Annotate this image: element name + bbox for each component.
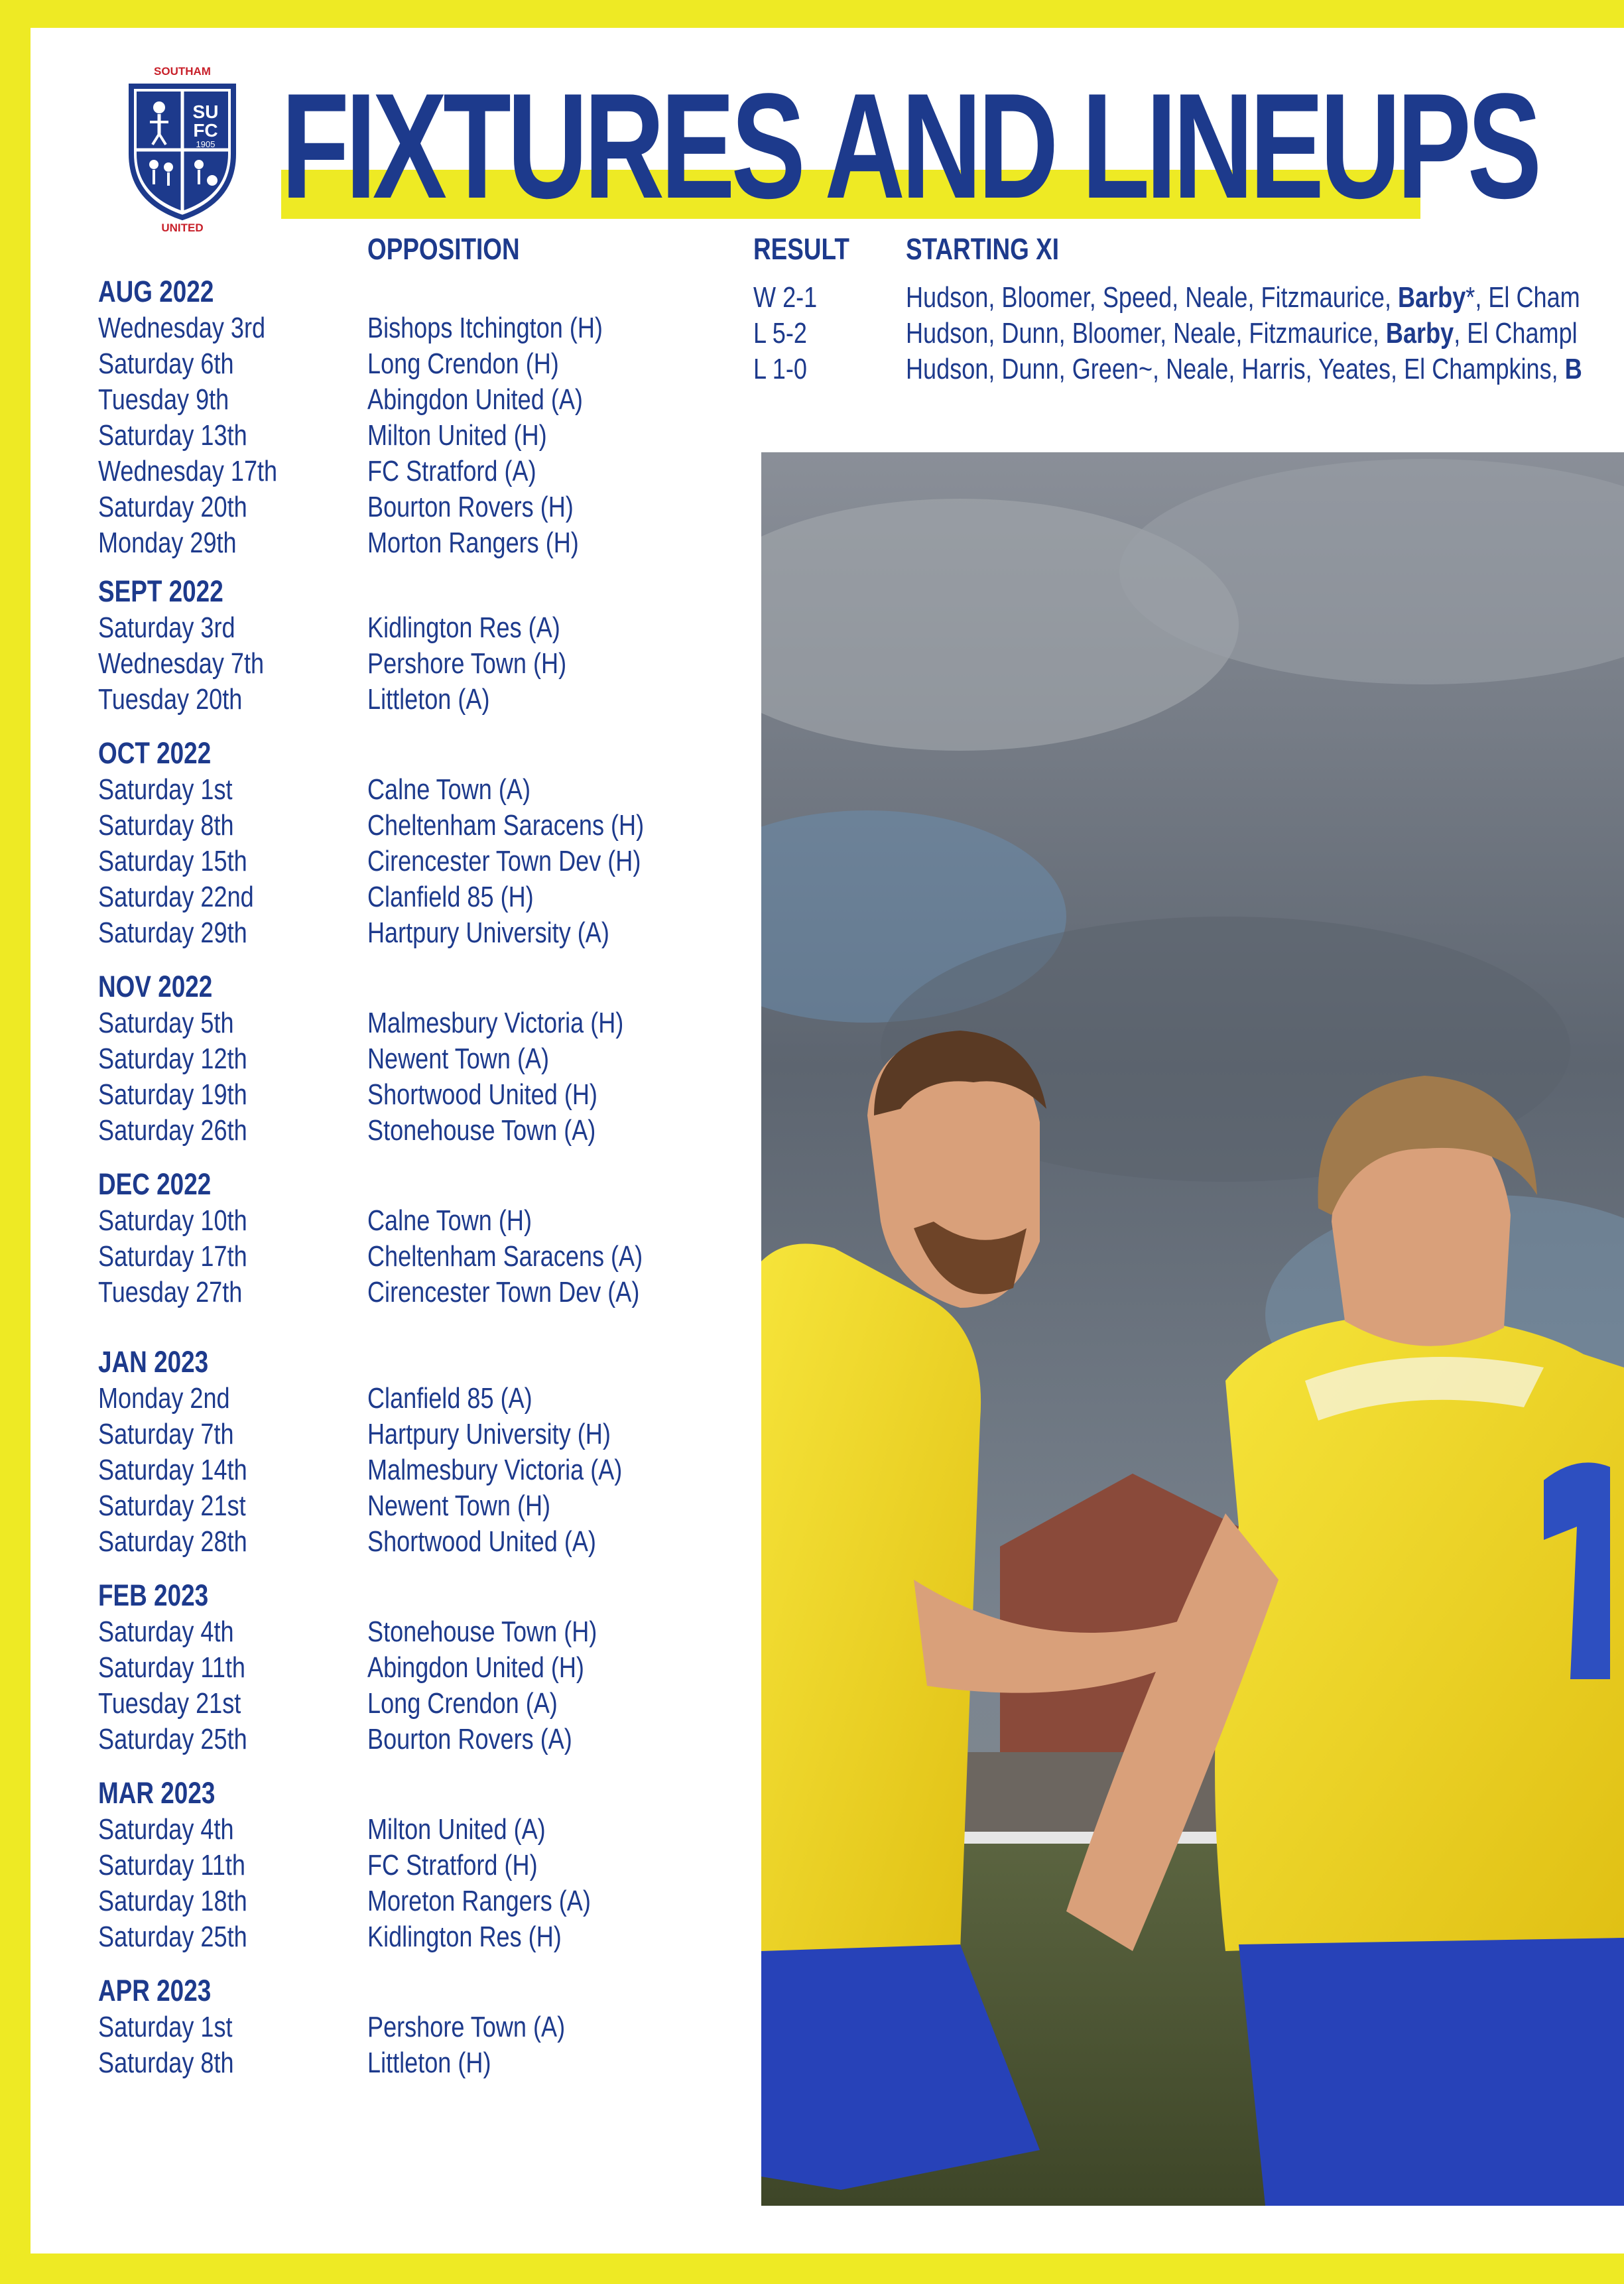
players-celebrating-photo-icon bbox=[761, 452, 1624, 2206]
fixture-row bbox=[98, 1077, 761, 1113]
crest-year: 1905 bbox=[196, 139, 216, 149]
month-apr-2023 bbox=[98, 1972, 761, 2081]
fixture-date: Saturday 12th bbox=[98, 1043, 247, 1075]
club-crest bbox=[119, 65, 245, 237]
fixture-row bbox=[98, 346, 761, 382]
match-result: L 1-0 bbox=[753, 353, 807, 385]
lineup-players-rest: *, El Cham bbox=[1466, 281, 1580, 314]
crest-letters-bottom: FC bbox=[193, 120, 218, 141]
month-mar-2023 bbox=[98, 1775, 761, 1955]
result-row bbox=[753, 316, 1624, 351]
fixture-date: Saturday 11th bbox=[98, 1651, 245, 1684]
month-spacer bbox=[98, 1149, 761, 1166]
month-oct-2022 bbox=[98, 735, 761, 951]
fixture-opponent: Pershore Town (A) bbox=[367, 2011, 566, 2043]
fixture-date: Saturday 15th bbox=[98, 845, 247, 877]
fixture-date: Saturday 14th bbox=[98, 1454, 247, 1486]
fixture-date: Tuesday 27th bbox=[98, 1276, 243, 1308]
fixture-opponent: Kidlington Res (H) bbox=[367, 1921, 562, 1953]
fixture-opponent: Bishops Itchington (H) bbox=[367, 312, 603, 344]
lineup-scorer: Barby bbox=[1398, 281, 1466, 314]
fixture-row bbox=[98, 1381, 761, 1417]
fixture-date: Saturday 25th bbox=[98, 1723, 247, 1755]
fixture-date: Saturday 11th bbox=[98, 1849, 245, 1881]
fixture-date: Saturday 4th bbox=[98, 1813, 234, 1846]
fixture-date: Tuesday 9th bbox=[98, 383, 229, 416]
fixture-opponent: Cirencester Town Dev (A) bbox=[367, 1276, 640, 1308]
fixture-opponent: Bourton Rovers (A) bbox=[367, 1723, 572, 1755]
fixture-date: Monday 2nd bbox=[98, 1382, 230, 1415]
lineup-players-rest: , El Champl bbox=[1454, 317, 1578, 349]
fixture-row bbox=[98, 1417, 761, 1452]
opposition-header: OPPOSITION bbox=[367, 232, 520, 266]
fixture-opponent: Moreton Rangers (A) bbox=[367, 1885, 591, 1917]
fixture-row bbox=[98, 1614, 761, 1650]
fixture-row bbox=[98, 1883, 761, 1919]
fixture-row bbox=[98, 1686, 761, 1722]
fixture-opponent: FC Stratford (H) bbox=[367, 1849, 538, 1881]
month-feb-2023 bbox=[98, 1577, 761, 1757]
fixture-row bbox=[98, 808, 761, 844]
fixture-row bbox=[98, 1812, 761, 1848]
lineup-players: Hudson, Dunn, Bloomer, Neale, Fitzmaurice, bbox=[906, 317, 1386, 349]
fixture-row bbox=[98, 1848, 761, 1883]
fixture-date: Saturday 6th bbox=[98, 348, 234, 380]
result-header: RESULT bbox=[753, 232, 849, 266]
fixture-date: Saturday 26th bbox=[98, 1114, 247, 1147]
lineup-scorer: B bbox=[1564, 353, 1582, 385]
fixture-opponent: Malmesbury Victoria (A) bbox=[367, 1454, 623, 1486]
fixture-opponent: FC Stratford (A) bbox=[367, 455, 536, 487]
fixture-date: Saturday 13th bbox=[98, 419, 247, 452]
fixture-opponent: Cirencester Town Dev (H) bbox=[367, 845, 641, 877]
lineup-scorer: Barby bbox=[1385, 317, 1454, 349]
club-crest-shield-icon bbox=[127, 81, 237, 222]
result-row bbox=[753, 351, 1624, 387]
fixture-date: Saturday 7th bbox=[98, 1418, 234, 1450]
crest-top-text: SOUTHAM bbox=[154, 65, 211, 78]
fixture-date: Saturday 1st bbox=[98, 773, 233, 806]
lineup-players: Hudson, Bloomer, Speed, Neale, Fitzmaurice, bbox=[906, 281, 1399, 314]
fixture-date: Saturday 3rd bbox=[98, 611, 235, 644]
fixture-opponent: Hartpury University (A) bbox=[367, 917, 609, 949]
fixture-row bbox=[98, 310, 761, 346]
month-spacer bbox=[98, 1955, 761, 1972]
page bbox=[31, 28, 1624, 2253]
fixture-date: Saturday 19th bbox=[98, 1078, 247, 1111]
fixture-date: Saturday 8th bbox=[98, 2047, 234, 2079]
month-heading: DEC 2022 bbox=[98, 1167, 212, 1201]
fixture-opponent: Newent Town (A) bbox=[367, 1043, 550, 1075]
fixture-date: Saturday 21st bbox=[98, 1490, 246, 1522]
month-aug-2022 bbox=[98, 273, 761, 561]
fixture-opponent: Long Crendon (H) bbox=[367, 348, 559, 380]
fixture-opponent: Calne Town (H) bbox=[367, 1204, 532, 1237]
fixture-opponent: Stonehouse Town (H) bbox=[367, 1616, 597, 1648]
fixture-date: Saturday 29th bbox=[98, 917, 247, 949]
fixture-row bbox=[98, 844, 761, 879]
fixture-opponent: Hartpury University (H) bbox=[367, 1418, 611, 1450]
fixture-opponent: Cheltenham Saracens (H) bbox=[367, 809, 645, 842]
fixture-opponent: Littleton (A) bbox=[367, 683, 490, 716]
fixture-opponent: Morton Rangers (H) bbox=[367, 527, 579, 559]
month-heading: FEB 2023 bbox=[98, 1578, 209, 1612]
match-result: W 2-1 bbox=[753, 281, 818, 314]
fixture-opponent: Calne Town (A) bbox=[367, 773, 531, 806]
fixture-row bbox=[98, 1524, 761, 1560]
fixture-date: Saturday 4th bbox=[98, 1616, 234, 1648]
month-sept-2022 bbox=[98, 573, 761, 718]
starting-xi-header: STARTING XI bbox=[906, 232, 1059, 266]
month-jan-2023 bbox=[98, 1344, 761, 1560]
fixture-date: Wednesday 17th bbox=[98, 455, 278, 487]
fixture-opponent: Abingdon United (H) bbox=[367, 1651, 584, 1684]
fixture-date: Saturday 20th bbox=[98, 491, 247, 523]
month-nov-2022 bbox=[98, 968, 761, 1149]
fixture-row bbox=[98, 915, 761, 951]
fixture-row bbox=[98, 1650, 761, 1686]
fixture-opponent: Cheltenham Saracens (A) bbox=[367, 1240, 643, 1273]
month-dec-2022 bbox=[98, 1166, 761, 1310]
fixture-row bbox=[98, 1452, 761, 1488]
fixture-row bbox=[98, 454, 761, 489]
fixture-row bbox=[98, 1722, 761, 1757]
players-celebrating-photo bbox=[761, 452, 1624, 2206]
fixture-date: Saturday 17th bbox=[98, 1240, 247, 1273]
month-heading: AUG 2022 bbox=[98, 275, 214, 308]
fixture-date: Saturday 10th bbox=[98, 1204, 247, 1237]
month-spacer bbox=[98, 1560, 761, 1577]
fixture-opponent: Shortwood United (A) bbox=[367, 1525, 596, 1558]
lineup-players: Hudson, Dunn, Green~, Neale, Harris, Yeates, El Champkins, bbox=[906, 353, 1565, 385]
title-block bbox=[281, 62, 1624, 229]
fixture-row bbox=[98, 1239, 761, 1275]
fixture-opponent: Pershore Town (H) bbox=[367, 647, 567, 680]
result-row bbox=[753, 280, 1624, 316]
month-spacer bbox=[98, 718, 761, 735]
fixture-row bbox=[98, 1275, 761, 1310]
month-spacer bbox=[98, 1757, 761, 1775]
fixture-opponent: Milton United (A) bbox=[367, 1813, 546, 1846]
month-heading: JAN 2023 bbox=[98, 1345, 209, 1379]
fixture-row bbox=[98, 1005, 761, 1041]
fixture-date: Monday 29th bbox=[98, 527, 237, 559]
fixture-opponent: Littleton (H) bbox=[367, 2047, 491, 2079]
fixture-date: Saturday 25th bbox=[98, 1921, 247, 1953]
fixture-row bbox=[98, 1041, 761, 1077]
fixture-opponent: Long Crendon (A) bbox=[367, 1687, 558, 1720]
fixture-opponent: Kidlington Res (A) bbox=[367, 611, 560, 644]
fixture-date: Saturday 1st bbox=[98, 2011, 233, 2043]
fixture-row bbox=[98, 1488, 761, 1524]
fixture-row bbox=[98, 1113, 761, 1149]
fixture-row bbox=[98, 382, 761, 418]
fixture-date: Tuesday 21st bbox=[98, 1687, 241, 1720]
fixture-row bbox=[98, 418, 761, 454]
fixture-row bbox=[98, 489, 761, 525]
fixture-opponent: Newent Town (H) bbox=[367, 1490, 551, 1522]
match-result: L 5-2 bbox=[753, 317, 807, 349]
fixture-date: Saturday 18th bbox=[98, 1885, 247, 1917]
starting-lineup bbox=[906, 280, 1580, 316]
fixture-row bbox=[98, 879, 761, 915]
fixture-opponent: Malmesbury Victoria (H) bbox=[367, 1007, 624, 1039]
month-spacer bbox=[98, 561, 761, 573]
month-heading: OCT 2022 bbox=[98, 736, 212, 770]
fixture-opponent: Stonehouse Town (A) bbox=[367, 1114, 596, 1147]
fixture-date: Saturday 8th bbox=[98, 809, 234, 842]
fixture-opponent: Milton United (H) bbox=[367, 419, 547, 452]
fixture-opponent: Abingdon United (A) bbox=[367, 383, 583, 416]
fixture-row bbox=[98, 646, 761, 682]
month-spacer bbox=[98, 951, 761, 968]
fixture-opponent: Clanfield 85 (H) bbox=[367, 881, 534, 913]
fixture-date: Wednesday 7th bbox=[98, 647, 265, 680]
fixture-row bbox=[98, 1203, 761, 1239]
fixture-date: Saturday 22nd bbox=[98, 881, 254, 913]
fixture-row bbox=[98, 525, 761, 561]
month-heading: NOV 2022 bbox=[98, 970, 213, 1003]
page-title: FIXTURES AND LINEUPS bbox=[281, 62, 1538, 229]
fixture-row bbox=[98, 610, 761, 646]
fixture-opponent: Shortwood United (H) bbox=[367, 1078, 597, 1111]
month-heading: APR 2023 bbox=[98, 1974, 212, 2007]
month-heading: MAR 2023 bbox=[98, 1776, 216, 1810]
fixture-row bbox=[98, 2009, 761, 2045]
month-spacer bbox=[98, 1310, 761, 1344]
results-list bbox=[753, 280, 1624, 387]
fixture-opponent: Clanfield 85 (A) bbox=[367, 1382, 532, 1415]
starting-lineup bbox=[906, 351, 1582, 387]
fixture-date: Tuesday 20th bbox=[98, 683, 243, 716]
fixture-date: Saturday 5th bbox=[98, 1007, 234, 1039]
fixture-date: Saturday 28th bbox=[98, 1525, 247, 1558]
crest-bottom-text: UNITED bbox=[161, 222, 204, 234]
crest-letters-top: SU bbox=[192, 101, 219, 122]
month-heading: SEPT 2022 bbox=[98, 574, 223, 608]
fixture-opponent: Bourton Rovers (H) bbox=[367, 491, 574, 523]
fixture-row bbox=[98, 2045, 761, 2081]
fixtures-list bbox=[98, 273, 761, 2081]
fixture-row bbox=[98, 682, 761, 718]
starting-lineup bbox=[906, 316, 1578, 351]
fixture-row bbox=[98, 772, 761, 808]
fixture-row bbox=[98, 1919, 761, 1955]
fixture-date: Wednesday 3rd bbox=[98, 312, 266, 344]
